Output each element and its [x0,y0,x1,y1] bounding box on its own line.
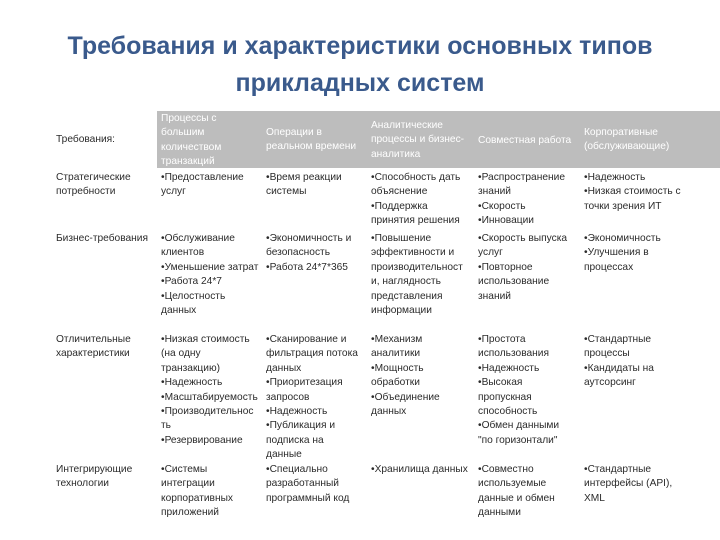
table-cell: •Обслуживание клиентов •Уменьшение затрат •Работа 24*7 •Целостность данных [161,233,259,317]
table-cell: •Время реакции системы [266,172,342,198]
table-cell: •Системы интеграции корпоративных приложений [161,464,234,519]
row-label-business-requirements: Бизнес-требования [56,233,149,244]
header-transaction-processes: Процессы с большим количеством транзакций [161,113,222,168]
header-corporate: Корпоративные (обслуживающие) [584,127,670,153]
table-cell: •Стандартные процессы •Кандидаты на аутсорсинг [584,334,654,389]
table-cell: •Простота использования •Надежность •Высокая пропускная способность •Обмен данными "по горизонтали" [478,334,560,446]
table-cell: •Совместно используемые данные и обмен данными [478,464,555,519]
table-cell: •Экономичность •Улучшения в процессах [584,233,661,273]
table-cell: •Экономичность и безопасность •Работа 24*7*365 [266,233,352,273]
slide-title: Требования и характеристики основных типов прикладных систем [67,32,653,97]
table-cell: •Надежность •Низкая стоимость с точки зрения ИТ [584,172,681,212]
table-cell: •Распространение знаний •Скорость •Инновации [478,172,565,227]
table-cell: •Скорость выпуска услуг •Повторное использование знаний [478,233,568,302]
table-cell: •Способность дать объяснение •Поддержка принятия решения [371,172,461,227]
row-label-distinguishing-features: Отличительные характеристики [56,334,131,360]
table-cell: •Повышение эффективности и производительност и, наглядность представления информации [371,233,463,317]
header-requirements: Требования: [56,134,115,145]
table-cell: •Стандартные интерфейсы (API), XML [584,464,673,504]
table-cell: •Специально разработанный программный код [266,464,350,504]
header-realtime-operations: Операции в реальном времени [266,127,357,153]
header-collaboration: Совместная работа [478,135,572,146]
row-label-strategic-needs: Стратегические потребности [56,172,131,198]
table-cell: •Хранилища данных [371,464,468,475]
header-analytics: Аналитические процессы и бизнес- аналитика [371,120,465,160]
table-cell: •Предоставление услуг [161,172,244,198]
row-label-integrating-technologies: Интегрирующие технологии [56,464,133,490]
table-cell: •Механизм аналитики •Мощность обработки •Объединение данных [371,334,440,418]
table-cell: •Низкая стоимость (на одну транзакцию) •Надежность •Масштабируемость •Производительнос ть •Резервирование [161,334,258,446]
table-cell: •Сканирование и фильтрация потока данных •Приоритезация запросов •Надежность •Публикация и подписка на данные [266,334,358,461]
